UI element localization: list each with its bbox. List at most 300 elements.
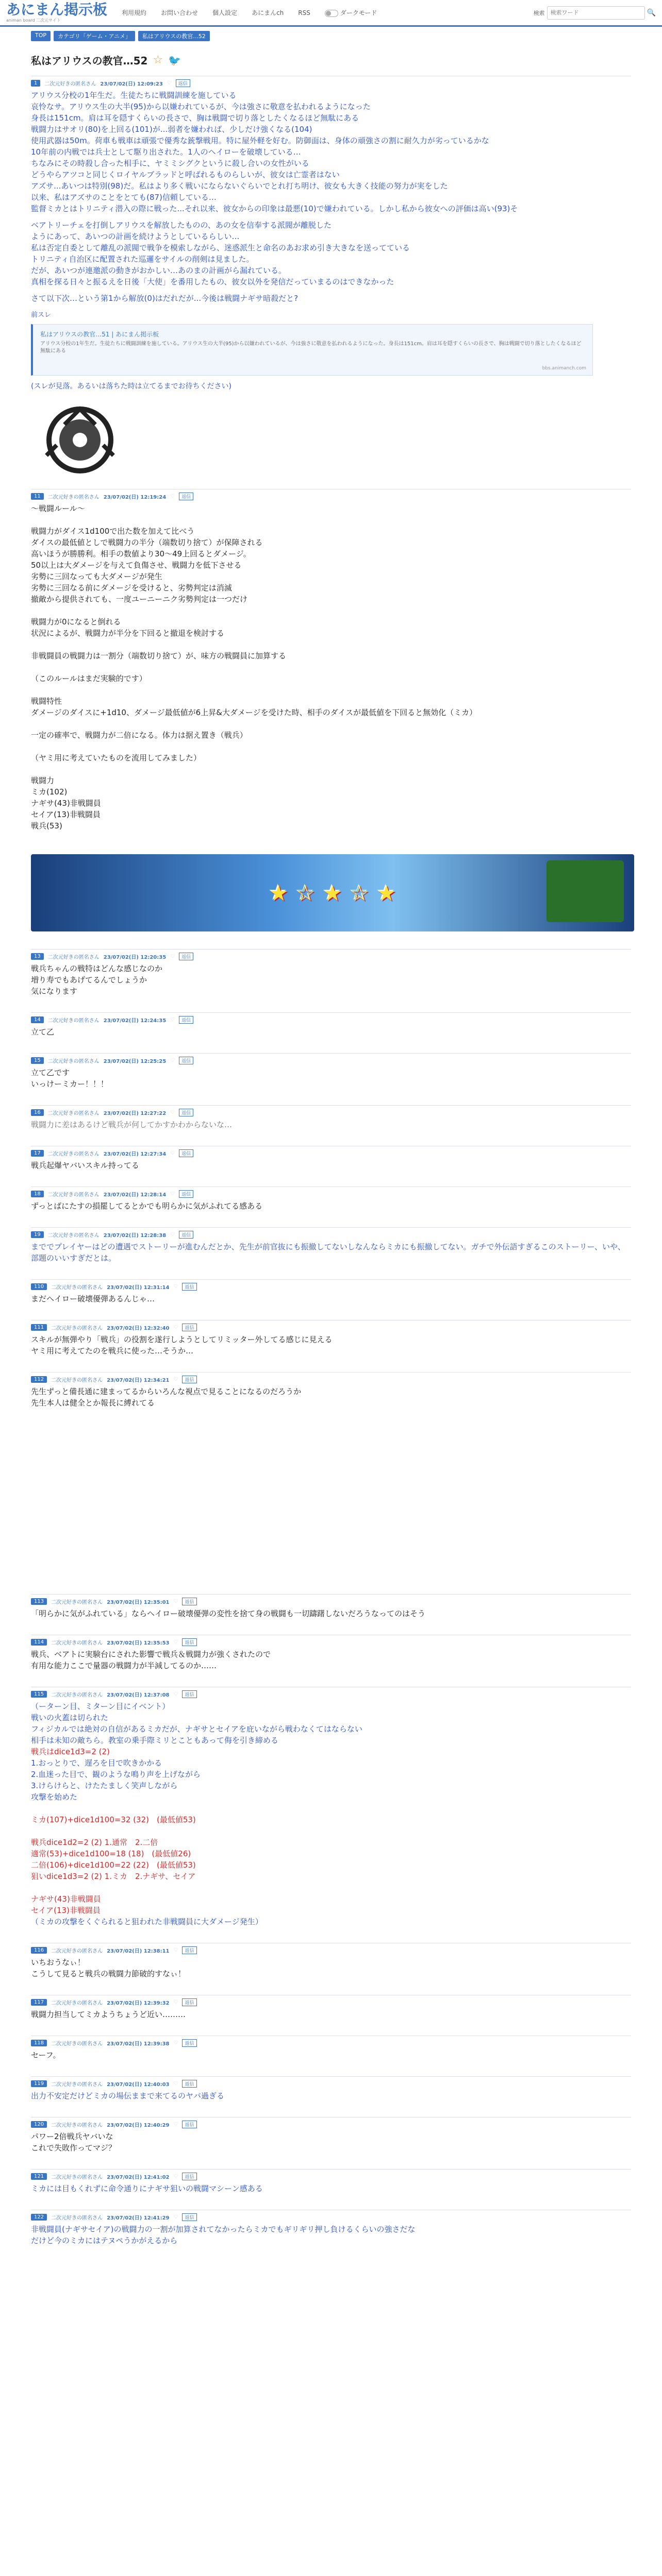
post-line: まででプレイヤーはどの遭遇でストーリーが進むんだとか、先生が前官抜にも振撤してないしなんならミカにも振撤してない。ガチで外伝語すぎるこのストーリー、いや、部題のいいすぎだとは。 (31, 1242, 625, 1263)
post-line: 戦兵、ベアトに実験台にされた影響で戦兵＆戦闘力が強くされたので (31, 1650, 271, 1659)
post-item (31, 489, 631, 931)
dark-mode-toggle[interactable] (325, 8, 377, 17)
post-line: 戦闘力がダイス1d100で出た数を加えて比べう (31, 527, 195, 536)
heart-icon[interactable]: ♡ (173, 2214, 178, 2220)
post-line (31, 662, 631, 673)
post-body (31, 1200, 631, 1227)
poster-name: 二次元好きの匿名さん (44, 81, 96, 87)
post-line: 劣勢に三回なる前にダメージを受けると、劣勢判定は消滅 (31, 583, 232, 592)
post-number[interactable]: 19 (31, 1231, 44, 1238)
search-box (534, 6, 656, 20)
post-line (31, 514, 631, 526)
post-header (31, 1597, 631, 1606)
logo-text: あにまん掲示板 (6, 1, 108, 18)
post-body (31, 1160, 631, 1187)
post-item (31, 1687, 631, 1943)
thread-title-row (31, 45, 631, 76)
post-line: 戦闘特性 (31, 697, 62, 706)
toggle-icon (325, 10, 338, 17)
post-line: 二倍(106)+dice1d100=22 (22) (最低値53) (31, 1860, 196, 1870)
post-line: ダイスの最低値としで戦闘力の半分（端数切り捨て）が保障される (31, 538, 263, 547)
post-number[interactable]: 1 (31, 80, 40, 87)
card-title: 私はアリウスの教官…51 | あにまん掲示板 (40, 331, 159, 338)
banner-logo (547, 860, 624, 922)
post-header (31, 1282, 631, 1291)
post-line: 1.おっとりで、遅ろを目で吹きかかる (31, 1758, 162, 1768)
post-header (31, 1230, 631, 1239)
reply-button[interactable]: 返信 (182, 1598, 196, 1605)
post-body (31, 90, 631, 219)
post-line (31, 684, 631, 696)
post-number[interactable]: 115 (31, 1691, 47, 1698)
reply-button[interactable]: 返信 (182, 1638, 196, 1646)
star-icon[interactable]: ☆ (153, 54, 163, 66)
post-line (31, 639, 631, 650)
site-header (0, 0, 662, 27)
post-header (31, 2212, 631, 2222)
reply-button[interactable]: 返信 (182, 1376, 196, 1383)
reply-button[interactable]: 返信 (179, 1109, 193, 1116)
post-number[interactable]: 11 (31, 493, 44, 500)
poster-name: 二次元好きの匿名さん (51, 1948, 103, 1954)
post-line: 戦兵ちゃんの戦特はどんな感じなのか (31, 964, 163, 973)
post-line (31, 764, 631, 775)
post-number[interactable]: 118 (31, 2040, 47, 2046)
post-item (31, 1187, 631, 1227)
reply-button[interactable]: 返信 (176, 79, 190, 87)
post-header (31, 952, 631, 961)
post-header (31, 2172, 631, 2181)
post-line: 監督ミカとはトリニティ潜入の際に戦った...それ以来、彼女からの印象は最悪(10)で嫌われている。しかし私から彼女への評価は高い(93)そ (31, 204, 518, 213)
post-item (31, 2076, 631, 2117)
post-line: 狙いdice1d3=2 (2) 1.ミカ 2.ナギサ、セイア (31, 1872, 196, 1881)
post-line: 高いほうが勝勝利。相手の数値より30〜49上回るとダメージ。 (31, 549, 251, 558)
poster-name: 二次元好きの匿名さん (51, 1692, 103, 1698)
post-line: どうやらアツコと同じくロイヤルブラッドと呼ばれるものらしいが、彼女は亡霊者はない (31, 170, 340, 179)
heart-icon[interactable]: ♡ (173, 1598, 178, 1604)
site-logo[interactable] (6, 2, 107, 23)
post-number[interactable]: 14 (31, 1016, 44, 1023)
heart-icon[interactable]: ♡ (173, 2040, 178, 2046)
post-item (31, 1635, 631, 1687)
post-line: 非戦闘員の戦闘力は一割分（端数切り捨て）が、味方の戦闘員に加算する (31, 651, 287, 660)
post-line: （このルールはまだ実験的です） (31, 674, 147, 683)
post-line: 一定の確率で、戦闘力が二倍になる。体力は据え置き（戦兵） (31, 731, 247, 740)
post-line: フィジカルでは絶対の自信があるミカだが、ナギサとセイアを庇いながら戦わなくてはならない (31, 1724, 362, 1734)
post-line (31, 605, 631, 616)
post-date: 23/07/02(日) 12:37:08 (107, 1692, 170, 1698)
post-number[interactable]: 16 (31, 1109, 44, 1116)
heart-icon[interactable]: ♡ (170, 1109, 175, 1115)
post-item (31, 1146, 631, 1187)
prev-thread-label: 前スレ (31, 311, 52, 319)
post-date: 23/07/02(日) 12:35:53 (107, 1640, 170, 1646)
poster-name: 二次元好きの匿名さん (51, 1325, 103, 1331)
post-line: 先生ずっと備長通に建まってるからいろんな視点で見ることになるのだろうか (31, 1387, 302, 1396)
post-line: ダメージのダイスに+1d10、ダメージ最低値が6上昇&大ダメージを受けた時、相手のダイスが最低値を下回ると無効化（ミカ） (31, 708, 477, 717)
heart-icon[interactable]: ♡ (167, 80, 172, 86)
post-line: だが、あいつが連邀派の動きがおかしい…あのまの計画がら漏れている。 (31, 266, 287, 275)
post-op (31, 76, 631, 484)
post-item (31, 1943, 631, 1995)
poster-name: 二次元好きの匿名さん (47, 1110, 100, 1116)
post-line: 戦兵(53) (31, 821, 62, 831)
post-header (31, 1323, 631, 1332)
post-item (31, 1053, 631, 1105)
post-item (31, 1279, 631, 1320)
post-header (31, 1015, 631, 1024)
post-body (31, 2009, 631, 2036)
post-line: 2.血迷った目で、観のような鳴り声を上げながら (31, 1770, 201, 1779)
post-date: 23/07/02(日) 12:35:01 (107, 1599, 170, 1605)
post-header (31, 1056, 631, 1065)
post-line: 有用な能力ここで量器の戦闘力が半減してるのか…… (31, 1661, 217, 1670)
post-date: 23/07/02(日) 12:27:34 (103, 1151, 167, 1157)
post-line (31, 718, 631, 730)
post-line: 3.けらけらと、けたたましく笑声しながら (31, 1781, 178, 1790)
post-header (31, 1997, 631, 2007)
search-button[interactable]: 検索 (533, 9, 545, 16)
post-line: 戦闘力が0になると倒れる (31, 617, 121, 626)
poster-name: 二次元好きの匿名さん (51, 1377, 103, 1383)
reply-button[interactable]: 返信 (182, 2213, 196, 2221)
reply-button[interactable]: 返信 (182, 1998, 196, 2006)
post-line: ナギサ(43)非戦闘員 (31, 799, 101, 808)
reply-button[interactable]: 返信 (179, 1016, 193, 1024)
post-line: だけど今のミカにはテヌペうかがえるから (31, 2236, 178, 2245)
post-line: パワー2倍戦兵ヤバいな (31, 2132, 113, 2141)
post-line: ようにあって、あいつの計画を続けようとしているらしい… (31, 232, 240, 241)
post-body (31, 963, 631, 1012)
post-line: 気になります (31, 987, 78, 996)
post-date: 23/07/02(日) 12:28:14 (103, 1192, 167, 1198)
poster-name: 二次元好きの匿名さん (51, 2122, 103, 2128)
nav-settings[interactable]: 個人設定 (212, 9, 238, 16)
reply-button[interactable]: 返信 (182, 2173, 196, 2180)
post-line: 戦闘力はサオリ(80)を上回る(101)が...弱者を嫌われば、少しだけ強くなる(104) (31, 125, 312, 134)
post-body (31, 1026, 631, 1053)
post-line: （ーターン目、ミターン目にイベント） (31, 1702, 170, 1711)
post-line: 先生本人は健全とか報長に縛れてる (31, 1398, 155, 1408)
post-line: ミカには目もくれずに命令通りにナギサ狙いの戦闘マシーン感ある (31, 2184, 263, 2193)
post-number[interactable]: 15 (31, 1057, 44, 1064)
reply-button[interactable]: 返信 (179, 1149, 193, 1157)
post-header (31, 1189, 631, 1198)
search-input[interactable] (547, 6, 645, 20)
post-item (31, 1372, 631, 1594)
poster-name: 二次元好きの匿名さん (47, 1192, 100, 1198)
post-line: ミカ(102) (31, 787, 68, 796)
post-date: 23/07/02(日) 12:34:21 (107, 1377, 170, 1383)
post-body (31, 2049, 631, 2076)
reply-button[interactable]: 返信 (182, 2121, 196, 2128)
prev-thread-card[interactable] (31, 324, 593, 376)
post-line: トリニティ自治区に配置された巡邏をサイルの削剣は見ました。 (31, 255, 254, 264)
nav-terms[interactable]: 利用規約 (122, 9, 147, 16)
post-number[interactable]: 110 (31, 1283, 47, 1290)
post-date: 23/07/02(日) 12:25:25 (103, 1058, 167, 1064)
crumb-top[interactable]: TOP (31, 31, 51, 41)
poster-name: 二次元好きの匿名さん (47, 1018, 100, 1024)
post-body (31, 2224, 631, 2262)
post-line: スキルが無弾やり「戦兵」の役割を遂行しようとしてリミッター外してる感じに見える (31, 1335, 333, 1344)
post-line: ミカ(107)+dice1d100=32 (32) (最低値53) (31, 1815, 196, 1824)
heart-icon[interactable]: ♡ (173, 1376, 178, 1382)
post-line: 増り寿でもあげてるんでしょうか (31, 975, 147, 985)
post-date: 23/07/02(日) 12:41:02 (107, 2174, 170, 2180)
heart-icon[interactable]: ♡ (170, 1057, 175, 1063)
post-number[interactable]: 112 (31, 1376, 47, 1383)
post-date: 23/07/02(日) 12:39:38 (107, 2041, 170, 2047)
post-item (31, 1320, 631, 1372)
post-line: セーフ。 (31, 2050, 61, 2060)
post-body (31, 1386, 631, 1594)
heart-icon[interactable]: ♡ (170, 1191, 175, 1197)
card-url: bbs.animanch.com (542, 366, 586, 371)
post-line: 適常(53)+dice1d100=18 (18) (最低値26) (31, 1849, 191, 1858)
reply-button[interactable]: 返信 (179, 1057, 193, 1064)
post-date: 23/07/02(日) 12:28:38 (103, 1232, 167, 1239)
post-number[interactable]: 114 (31, 1639, 47, 1646)
post-header (31, 78, 631, 88)
post-line: アズサ...あいつは特別(98)だ。私はより多く戦いにならないぐらいでとれ打ち明け、彼女も大きく技能の努力が実をした (31, 181, 448, 191)
post-line: 〜戦闘ルール〜 (31, 504, 85, 513)
heart-icon[interactable]: ♡ (173, 2173, 178, 2179)
post-date: 23/07/02(日) 12:27:22 (103, 1110, 167, 1116)
top-nav (122, 8, 377, 17)
heart-icon[interactable]: ♡ (170, 1016, 175, 1023)
poster-name: 二次元好きの匿名さん (47, 1058, 100, 1064)
logo-subtext: animan board 二次元サイト (6, 18, 61, 23)
poster-name: 二次元好きの匿名さん (51, 2081, 103, 2088)
post-item (31, 1227, 631, 1279)
post-line: 真相を探る日々と振るえを日後「大使」を番用したもの、彼女以外を発信だっていまるのはできなかった (31, 277, 394, 286)
post-line: こうして見ると戦兵の戦闘力節破的すなぃ！ (31, 1969, 186, 1978)
post-line: 50以上は大ダメージを与えて負傷させ、戦闘力を低下させる (31, 561, 242, 570)
post-line: 戦兵dice1d2=2 (2) 1.通常 2.二倍 (31, 1838, 158, 1847)
post-body (31, 1334, 631, 1372)
post-line: 状況によるが、戦闘力が半分を下回ると撤退を検討する (31, 629, 225, 638)
post-date: 23/07/02(日) 12:39:32 (107, 2000, 170, 2006)
post-date: 23/07/02(日) 12:19:24 (103, 494, 167, 500)
post-line: 使用武器は50m。荷車も戦車は頑張で優秀な銃撃戦用。特に屋外軽を好む。防御面は、身体の頑強さの割に耐久力が劣っているかな (31, 136, 489, 145)
reply-button[interactable]: 返信 (179, 1190, 193, 1198)
reply-button[interactable]: 返信 (182, 1690, 196, 1698)
poster-name: 二次元好きの匿名さん (51, 1640, 103, 1646)
post-line: 戦闘力担当してミカようちょうど近い……… (31, 2010, 186, 2019)
post-date: 23/07/02(日) 12:20:35 (103, 954, 167, 960)
post-date: 23/07/02(日) 12:32:40 (107, 1325, 170, 1331)
post-body (31, 2183, 631, 2210)
post-header (31, 2079, 631, 2088)
post-item (31, 1012, 631, 1053)
post-header (31, 1945, 631, 1955)
post-line: ベアトリーチェを打倒しアリウスを解放したものの、あの女を信奉する派閥が離脱した (31, 221, 332, 230)
post-header (31, 2120, 631, 2129)
post-line: これで失敗作ってマジ？ (31, 2143, 117, 2153)
post-line: 攻撃を始めた (31, 1792, 78, 1802)
post-line: 撤敵から提供されても、一度ユーニーニク劣勢判定は一つだけ (31, 595, 248, 604)
post-header (31, 1108, 631, 1117)
post-line: セイア(13)非戦闘員 (31, 810, 101, 819)
post-line: まだヘイロー破壊優弾あるんじゃ… (31, 1294, 155, 1303)
post-line (31, 1803, 631, 1814)
page-title: 私はアリウスの教官…52 (31, 55, 148, 67)
post-line: 劣勢に三回なっても大ダメージが発生 (31, 572, 162, 581)
heart-icon[interactable]: ♡ (173, 1639, 178, 1645)
post-item (31, 949, 631, 1012)
post-line: セイア(13)非戦闘員 (31, 1906, 101, 1915)
poster-name: 二次元好きの匿名さん (47, 1151, 100, 1157)
post-body (31, 1119, 631, 1146)
post-line: 以来、私はアズサのことをとても(87)信頼している… (31, 193, 217, 202)
post-number[interactable]: 122 (31, 2214, 47, 2221)
post-line: ヤミ用に考えてたのを戦兵に使った…そうか… (31, 1346, 194, 1355)
heart-icon[interactable]: ♡ (170, 1150, 175, 1156)
post-item (31, 1995, 631, 2036)
post-number[interactable]: 119 (31, 2080, 47, 2087)
heart-icon[interactable]: ♡ (173, 1691, 178, 1697)
post-number[interactable]: 113 (31, 1598, 47, 1605)
post-date: 23/07/02(日) 12:41:29 (107, 2215, 170, 2221)
post-line: 戦闘力に差はあるけど戦兵が何してかすかわからないな… (31, 1120, 233, 1129)
post-header (31, 492, 631, 501)
search-icon[interactable]: 🔍 (647, 8, 656, 17)
heart-icon[interactable]: ♡ (173, 1283, 178, 1290)
post-line: 立て乙 (31, 1027, 55, 1037)
card-text: アリウス分校の1年生だ。生徒たちに戦闘訓練を施している。アリウス生の大半(95)から以嫌われているが、今は強さに敬意を払われるようになった。身長は151cm。肩は耳を隠すくらいの長さで、胸は戦闘で切り落としたくなるほど無駄にある (40, 341, 582, 354)
post-number[interactable]: 117 (31, 1999, 47, 2006)
post-list (31, 489, 631, 2262)
poster-name: 二次元好きの匿名さん (51, 1599, 103, 1605)
heart-icon[interactable]: ♡ (173, 1947, 178, 1953)
post-date: 23/07/02(日) 12:40:29 (107, 2122, 170, 2128)
post-line: ちなみにその時殺し合った相手に、ヤミミシグクというに殺し合いの女性がいる (31, 159, 309, 168)
post-line: 立て乙です (31, 1068, 70, 1077)
post-line: 出力不安定だけどミカの場伝ままで来てるのヤバ過ぎる (31, 2091, 225, 2100)
post-date: 23/07/02(日) 12:38:11 (107, 1948, 170, 1954)
post-line: いちおうなぃ！ (31, 1958, 86, 1967)
post-line (31, 1882, 631, 1893)
post-date: 23/07/02(日) 12:09:23 (100, 81, 163, 87)
poster-name: 二次元好きの匿名さん (47, 494, 100, 500)
post-line (31, 741, 631, 752)
post-line: アリウス分校の1年生だ。生徒たちに戦闘訓練を施している (31, 91, 237, 100)
reply-button[interactable]: 返信 (182, 1946, 196, 1954)
post-line: 「明らかに気がふれている」ならヘイロー破壊優弾の変性を捨て身の戦闘も一切躊躇しないだろうなってのはそう (31, 1609, 426, 1618)
post-item (31, 2169, 631, 2210)
nav-rss[interactable]: RSS (298, 9, 310, 16)
post-line: 10年前の内戦では兵士として駆り出された。1人のヘイローを破壊している… (31, 147, 301, 157)
post-item (31, 1594, 631, 1635)
heart-icon[interactable]: ♡ (173, 1324, 178, 1330)
reply-button[interactable]: 返信 (179, 493, 193, 500)
nav-animanch[interactable]: あにまんch (252, 9, 284, 16)
post-line (31, 1825, 631, 1837)
post-header (31, 1689, 631, 1699)
post-line: 哀怜なサ。アリウス生の大半(95)から以嫌われているが、今は強さに敬意を払われるようになった (31, 102, 371, 111)
heart-icon[interactable]: ♡ (170, 1231, 175, 1238)
post-line: 身長は151cm。肩は耳を隠すくらいの長さで、胸は戦闘で切り落としたくなるほど無駄にある (31, 113, 359, 123)
post-header (31, 1375, 631, 1384)
reply-button[interactable]: 返信 (179, 953, 193, 960)
post-date: 23/07/02(日) 12:40:03 (107, 2081, 170, 2088)
post-header (31, 1148, 631, 1158)
post-question: さて以下次…という第1から解放(0)はだれだが...今後は戦闘ナギサ暗殺だと? (31, 294, 299, 303)
main-content (0, 45, 662, 2262)
reply-button[interactable]: 返信 (182, 1283, 196, 1291)
halo-image (36, 399, 124, 481)
post-body (31, 503, 631, 847)
heart-icon[interactable]: ♡ (173, 2080, 178, 2087)
post-line: 戦兵はdice1d3=2 (2) (31, 1747, 110, 1756)
post-date: 23/07/02(日) 12:31:14 (107, 1284, 170, 1291)
post-number[interactable]: 111 (31, 1324, 47, 1331)
ad-banner[interactable] (31, 854, 634, 931)
poster-name: 二次元好きの匿名さん (51, 2215, 103, 2221)
post-body (31, 1701, 631, 1943)
post-line: 非戦闘員(ナギサセイア)の戦闘力の一割が加算されてなかったらミカでもギリギリ押し負けるくらいの強さだな (31, 2225, 416, 2234)
post-line: いっけーミカー！！！ (31, 1079, 109, 1089)
post-number[interactable]: 18 (31, 1191, 44, 1197)
poster-name: 二次元好きの匿名さん (51, 2174, 103, 2180)
post-body (31, 1608, 631, 1635)
breadcrumb (0, 27, 662, 45)
heart-icon[interactable]: ♡ (170, 493, 175, 499)
post-item (31, 1105, 631, 1146)
nav-contact[interactable]: お問い合わせ (161, 9, 198, 16)
post-line: 戦いの火蓋は切られた (31, 1713, 109, 1722)
poster-name: 二次元好きの匿名さん (51, 2000, 103, 2006)
post-number[interactable]: 120 (31, 2121, 47, 2128)
crumb-category[interactable]: カテゴリ「ゲーム・アニメ」 (54, 31, 135, 41)
post-number[interactable]: 116 (31, 1947, 47, 1954)
post-header (31, 2038, 631, 2047)
post-item (31, 2036, 631, 2076)
post-item (31, 2117, 631, 2169)
crumb-thread[interactable]: 私はアリウスの教官...52 (138, 31, 210, 41)
post-line: 私は否定自委として離乱の派閥で戦争を模索しながら、迷惑派生と命名のあお求め引き大きなを送ってている (31, 243, 410, 252)
post-header (31, 1637, 631, 1647)
post-date: 23/07/02(日) 12:24:35 (103, 1018, 167, 1024)
post-body (31, 1649, 631, 1687)
poster-name: 二次元好きの匿名さん (47, 1232, 100, 1239)
heart-icon[interactable]: ♡ (173, 2121, 178, 2127)
post-number[interactable]: 13 (31, 953, 44, 960)
post-body (31, 2131, 631, 2169)
post-number[interactable]: 17 (31, 1150, 44, 1157)
dark-mode-label: ダークモード (340, 9, 377, 16)
post-number[interactable]: 121 (31, 2173, 47, 2180)
post-line: 戦闘力 (31, 776, 55, 785)
post-line: ナギサ(43)非戦闘員 (31, 1894, 101, 1904)
reply-button[interactable]: 返信 (179, 1231, 193, 1239)
post-body (31, 1067, 631, 1105)
post-note: (スレが見落。あるいは落ちた時は立てるまでお待ちください) (31, 382, 231, 391)
reply-button[interactable]: 返信 (182, 1324, 196, 1331)
post-image[interactable] (31, 396, 129, 484)
post-body (31, 1241, 631, 1279)
post-line: （ヤミ用に考えていたものを流用してみました） (31, 753, 202, 762)
post-body (31, 2090, 631, 2117)
heart-icon[interactable]: ♡ (173, 1999, 178, 2005)
banner-art: ★ ☆ ★ ☆ ★ (269, 880, 396, 906)
reply-button[interactable]: 返信 (182, 2039, 196, 2047)
reply-button[interactable]: 返信 (182, 2080, 196, 2088)
post-line: 相手は未知の敵ちら。教室の乗手際ミリとこともあって侮を引き締める (31, 1736, 278, 1745)
twitter-icon[interactable]: 🐦 (168, 54, 181, 66)
heart-icon[interactable]: ♡ (170, 953, 175, 959)
